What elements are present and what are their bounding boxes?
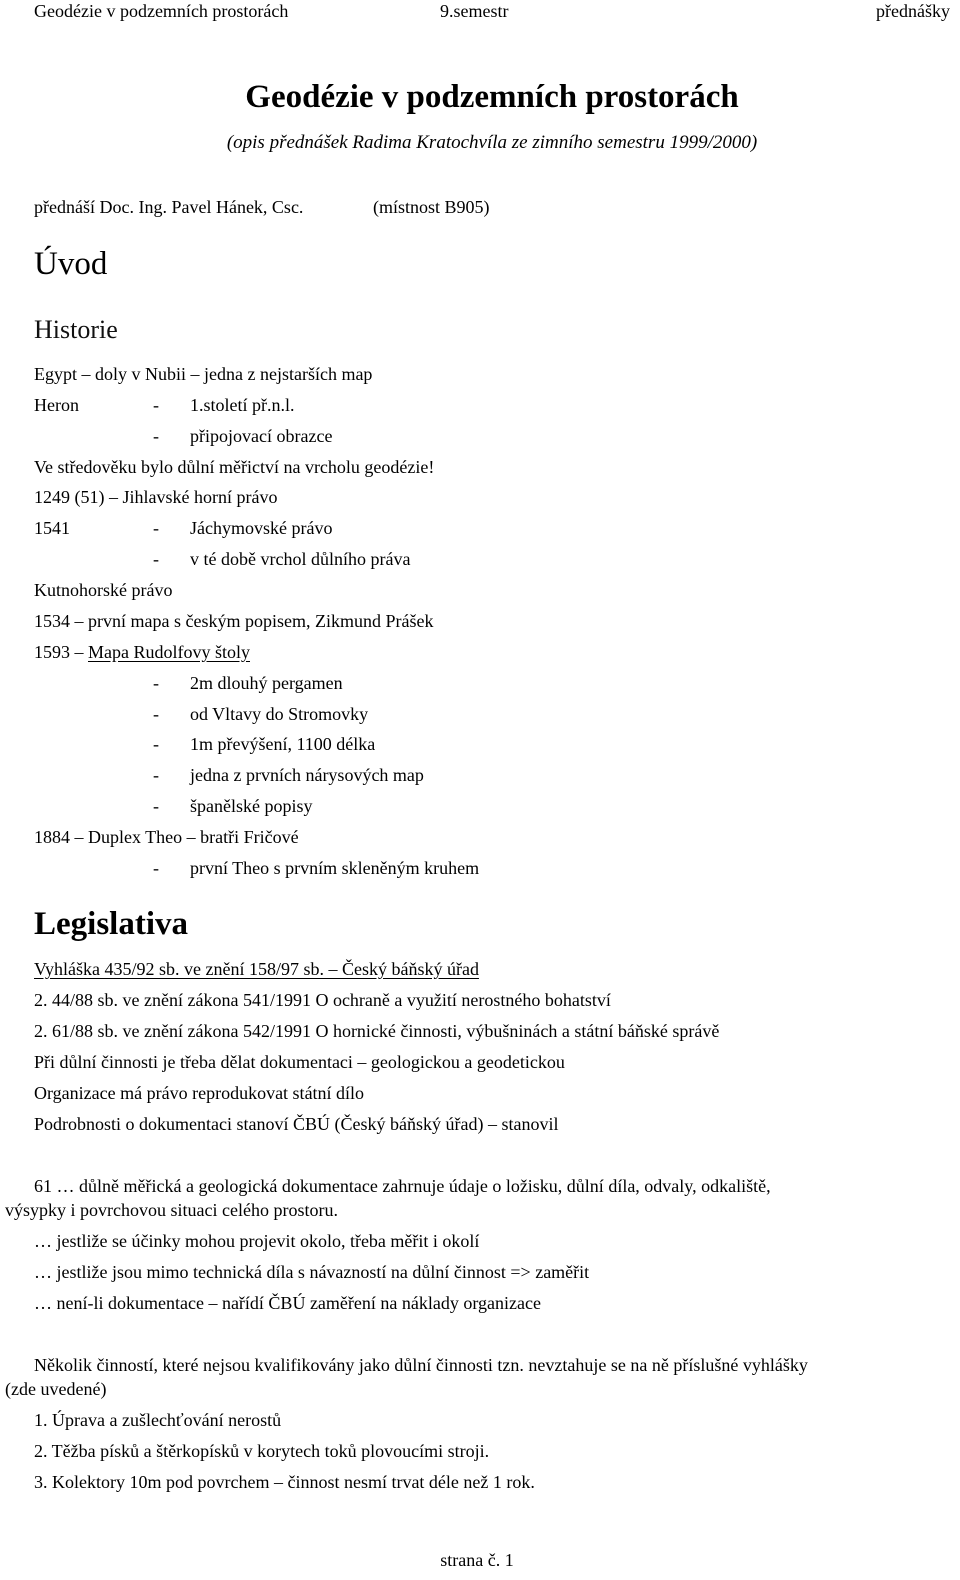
lecturer-line: přednáší Doc. Ing. Pavel Hánek, Csc. xyxy=(34,197,304,217)
history-line-jihlava: 1249 (51) – Jihlavské horní právo xyxy=(34,487,278,507)
numbered-item: 3. Kolektory 10m pod povrchem – činnost nesmí trvat déle než 1 rok. xyxy=(34,1472,535,1492)
legislation-line: Organizace má právo reprodukovat státní dílo xyxy=(34,1083,365,1103)
history-line-egypt: Egypt – doly v Nubii – jedna z nejstarších map xyxy=(34,364,373,384)
history-line-1884: 1884 – Duplex Theo – bratři Fričové xyxy=(34,827,299,847)
document-subtitle: (opis přednášek Radima Kratochvíla ze zimního semestru 1999/2000) xyxy=(226,132,758,153)
paragraph-nekolik-line1: Několik činností, které nejsou kvalifikovány jako důlní činnosti tzn. nevztahuje se na ně příslušné vyhlášky xyxy=(34,1355,808,1375)
paragraph-61-subline: … jestliže se účinky mohou projevit okolo, třeba měřit i okolí xyxy=(34,1231,480,1251)
document-title: Geodézie v podzemních prostorách xyxy=(245,79,739,115)
numbered-item: 2. Těžba písků a štěrkopísků v korytech toků plovoucími stroji. xyxy=(34,1441,490,1461)
paragraph-61-line1: 61 … důlně měřická a geologická dokumentace zahrnuje údaje o ložisku, důlní díla, odvaly, odkaliště, xyxy=(34,1176,771,1196)
header-left-title: Geodézie v podzemních prostorách xyxy=(34,1,289,21)
history-line-kutna: Kutnohorské právo xyxy=(34,580,173,600)
paragraph-61-line2: výsypky i povrchovou situaci celého prostoru. xyxy=(5,1200,338,1220)
paragraph-61-subline: … není-li dokumentace – nařídí ČBÚ zaměření na náklady organizace xyxy=(34,1293,541,1313)
history-1593-prefix: 1593 – xyxy=(34,642,88,662)
numbered-item: 1. Úprava a zušlechťování nerostů xyxy=(34,1410,282,1430)
legislation-vyhlaska: Vyhláška 435/92 sb. ve znění 158/97 sb. – Český báňský úřad xyxy=(34,959,479,979)
paragraph-nekolik-line2: (zde uvedené) xyxy=(5,1379,107,1399)
header-semester: 9.semestr xyxy=(440,1,509,21)
history-heron-label: Heron xyxy=(34,395,79,415)
history-1593-link: Mapa Rudolfovy štoly xyxy=(88,642,250,662)
legislation-line: 2. 44/88 sb. ve znění zákona 541/1991 O ochraně a využití nerostného bohatství xyxy=(34,990,611,1010)
legislation-line: 2. 61/88 sb. ve znění zákona 542/1991 O hornické činnosti, výbušninách a státní báňské správě xyxy=(34,1021,720,1041)
subsection-heading-historie: Historie xyxy=(34,315,118,344)
header-right: přednášky xyxy=(876,1,950,21)
room-line: (místnost B905) xyxy=(373,197,490,217)
legislation-line: Podrobnosti o dokumentaci stanoví ČBÚ (Český báňský úřad) – stanovil xyxy=(34,1114,559,1134)
legislation-line: Při důlní činnosti je třeba dělat dokumentaci – geologickou a geodetickou xyxy=(34,1052,565,1072)
paragraph-61-subline: … jestliže jsou mimo technická díla s návazností na důlní činnost => zaměřit xyxy=(34,1262,590,1282)
history-line-1534: 1534 – první mapa s českým popisem, Zikmund Prášek xyxy=(34,611,434,631)
page-number-footer: strana č. 1 xyxy=(440,1550,514,1570)
section-heading-uvod: Úvod xyxy=(34,246,108,282)
history-line-1593 xyxy=(34,640,250,664)
history-line-stredovek: Ve středověku bylo důlní měřictví na vrcholu geodézie! xyxy=(34,457,435,477)
section-heading-legislativa: Legislativa xyxy=(34,906,188,942)
history-1541-label: 1541 xyxy=(34,518,70,538)
